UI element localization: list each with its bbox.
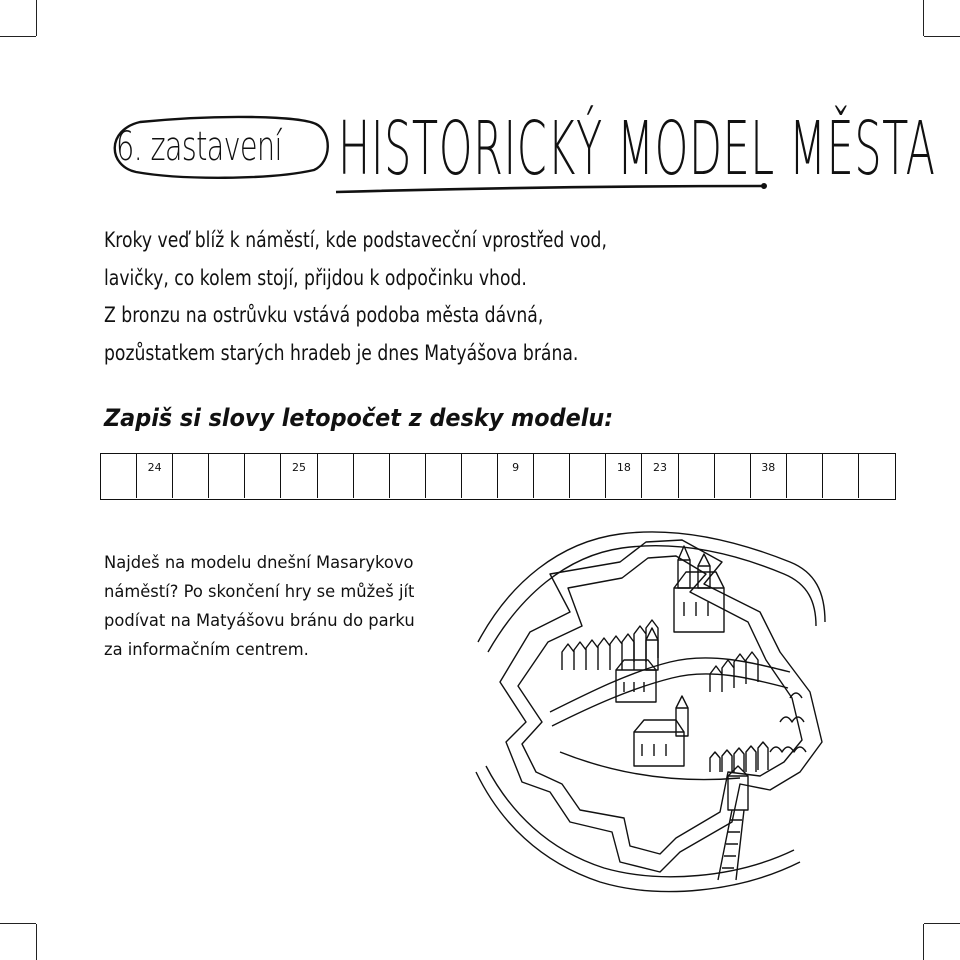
answer-cell[interactable]: 25: [281, 454, 317, 498]
answer-cell[interactable]: [354, 454, 390, 498]
answer-cell[interactable]: [679, 454, 715, 498]
answer-cell[interactable]: 18: [606, 454, 642, 498]
crop-mark-bottom-right: [923, 924, 924, 960]
answer-cell[interactable]: [173, 454, 209, 498]
crop-mark-right-bottom: [924, 923, 960, 924]
answer-cell[interactable]: [823, 454, 859, 498]
task-heading: Zapiš si slovy letopočet z desky modelu:: [104, 404, 614, 432]
answer-cell[interactable]: 23: [642, 454, 678, 498]
answer-cell[interactable]: [245, 454, 281, 498]
answer-cell[interactable]: [534, 454, 570, 498]
answer-cell[interactable]: 24: [137, 454, 173, 498]
town-model-illustration: [470, 522, 830, 902]
river-line: [476, 772, 800, 892]
stop-label: 6. zastavení: [116, 124, 282, 170]
info-line: podívat na Matyášovu bránu do parku: [104, 611, 415, 631]
poem-line: Z bronzu na ostrůvku vstává podoba města dávná,: [104, 303, 544, 327]
trees: [770, 693, 806, 752]
crop-mark-bottom-left: [36, 924, 37, 960]
crop-mark-left-top: [0, 36, 36, 37]
info-line: Najdeš na modelu dnešní Masarykovo: [104, 553, 414, 573]
answer-cell[interactable]: [787, 454, 823, 498]
street: [552, 674, 788, 726]
poem-line: Kroky veď blíž k náměstí, kde podstavecční vprostřed vod,: [104, 228, 607, 252]
poem: [104, 222, 612, 372]
answer-cell[interactable]: [715, 454, 751, 498]
page-title: HISTORICKÝ MODEL MĚSTA: [338, 106, 936, 192]
answer-cell[interactable]: [318, 454, 354, 498]
river-line: [478, 532, 825, 642]
crop-mark-left-bottom: [0, 923, 36, 924]
answer-cell[interactable]: 9: [498, 454, 534, 498]
house-row: [562, 620, 658, 670]
crop-mark-top-left: [36, 0, 37, 36]
matyas-gate: [718, 766, 748, 880]
info-line: za informačním centrem.: [104, 640, 309, 660]
fortification-outer-wall: [500, 540, 822, 872]
fortification-inner-wall: [518, 556, 802, 854]
river-line: [488, 546, 816, 652]
answer-cell[interactable]: [859, 454, 895, 498]
answer-cell[interactable]: [462, 454, 498, 498]
info-text: [104, 549, 450, 665]
house-row: [710, 652, 768, 772]
answer-cell[interactable]: [570, 454, 606, 498]
info-line: náměstí? Po skončení hry se můžeš jít: [104, 582, 415, 602]
title-area: [100, 100, 936, 210]
crop-mark-top-right: [923, 0, 924, 36]
crop-mark-right-top: [924, 36, 960, 37]
answer-cell[interactable]: [101, 454, 137, 498]
answer-cell[interactable]: [426, 454, 462, 498]
answer-cell[interactable]: [390, 454, 426, 498]
answer-cell[interactable]: [209, 454, 245, 498]
poem-line: lavičky, co kolem stojí, přijdou k odpočinku vhod.: [104, 265, 527, 290]
poem-line: pozůstatkem starých hradeb je dnes Matyášova brána.: [104, 340, 579, 365]
answer-grid: [100, 453, 896, 500]
square-building: [634, 696, 688, 766]
answer-cell[interactable]: 38: [751, 454, 787, 498]
